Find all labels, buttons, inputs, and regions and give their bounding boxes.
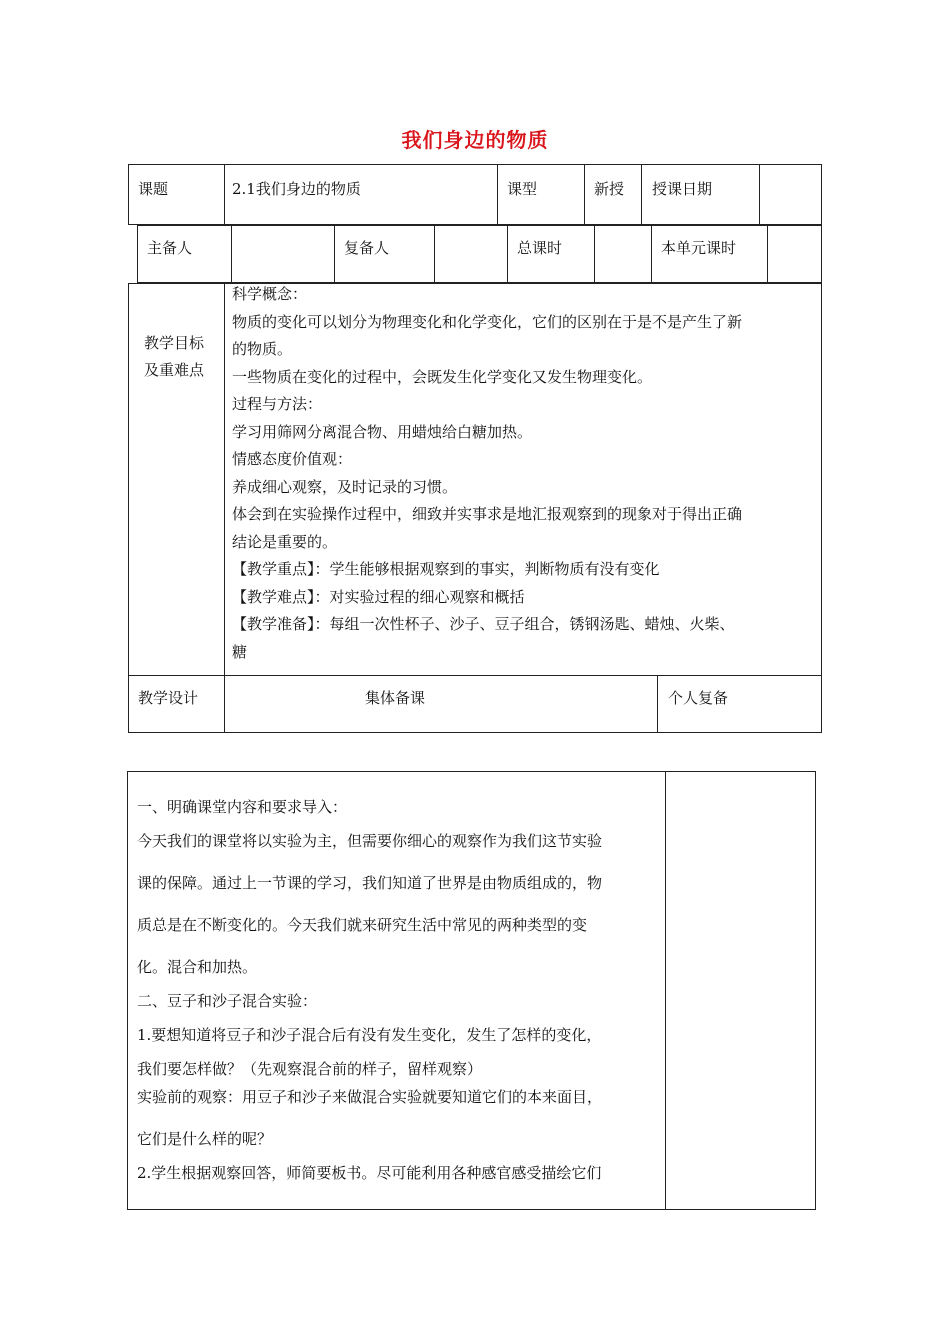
objective-line: 学习用筛网分离混合物、用蜡烛给白糖加热。 <box>232 422 533 441</box>
lesson-title-label: 课题 <box>138 180 169 198</box>
lesson-body-content <box>137 797 662 1183</box>
objectives-label-line1: 教学目标 <box>144 334 205 352</box>
objective-line: 养成细心观察，及时记录的习惯。 <box>232 477 458 496</box>
body-line: 1.要想知道将豆子和沙子混合后有没有发生变化，发生了怎样的变化， <box>137 1026 602 1044</box>
lesson-title-value: 2.1我们身边的物质 <box>232 180 361 198</box>
objective-line: 糖 <box>232 642 248 661</box>
lesson-type-label: 课型 <box>507 180 538 198</box>
objectives-content <box>232 281 817 666</box>
lesson-date-label: 授课日期 <box>652 180 713 198</box>
objective-line: 一些物质在变化的过程中，会既发生化学变化又发生物理变化。 <box>232 367 653 386</box>
body-line: 课的保障。通过上一节课的学习，我们知道了世界是由物质组成的，物 <box>137 874 603 892</box>
design-label: 教学设计 <box>138 689 199 707</box>
lesson-type-value: 新授 <box>594 180 625 198</box>
objective-line: 过程与方法： <box>232 395 323 413</box>
body-line: 二、豆子和沙子混合实验： <box>137 992 318 1010</box>
group-prep-label: 集体备课 <box>365 689 426 707</box>
objective-line: 体会到在实验操作过程中，细致并实事求是地汇报观察到的现象对于得出正确 <box>232 505 743 523</box>
main-preparer-label: 主备人 <box>147 239 193 257</box>
total-hours-label: 总课时 <box>517 239 563 257</box>
body-line: 质总是在不断变化的。今天我们就来研究生活中常见的两种类型的变 <box>137 916 588 934</box>
objective-line: 物质的变化可以划分为物理变化和化学变化，它们的区别在于是不是产生了新 <box>232 312 743 331</box>
objective-line: 的物质。 <box>232 340 293 358</box>
objective-line: 结论是重要的。 <box>232 532 338 551</box>
body-line: 实验前的观察：用豆子和沙子来做混合实验就要知道它们的本来面目， <box>137 1088 603 1106</box>
objective-line: 【教学难点】：对实验过程的细心观察和概括 <box>232 587 525 606</box>
objective-line: 情感态度价值观： <box>232 450 353 468</box>
objective-line: 科学概念： <box>232 285 308 303</box>
body-line: 我们要怎样做？（先观察混合前的样子，留样观察） <box>137 1060 483 1078</box>
second-preparer-label: 复备人 <box>344 239 390 257</box>
body-line: 2.学生根据观察回答，师简要板书。尽可能利用各种感官感受描绘它们 <box>137 1164 602 1182</box>
unit-hours-label: 本单元课时 <box>661 239 737 257</box>
body-line: 一、明确课堂内容和要求导入： <box>137 798 348 816</box>
body-line: 化。混合和加热。 <box>137 958 258 976</box>
personal-prep-label: 个人复备 <box>668 689 729 707</box>
body-line: 它们是什么样的呢？ <box>137 1130 273 1148</box>
body-line: 今天我们的课堂将以实验为主，但需要你细心的观察作为我们这节实验 <box>137 832 603 850</box>
objectives-label-line2: 及重难点 <box>144 361 205 379</box>
objective-line: 【教学准备】：每组一次性杯子、沙子、豆子组合，锈钢汤匙、蜡烛、火柴、 <box>232 615 735 633</box>
page-title: 我们身边的物质 <box>401 128 549 152</box>
objective-line: 【教学重点】：学生能够根据观察到的事实，判断物质有没有变化 <box>232 560 660 578</box>
